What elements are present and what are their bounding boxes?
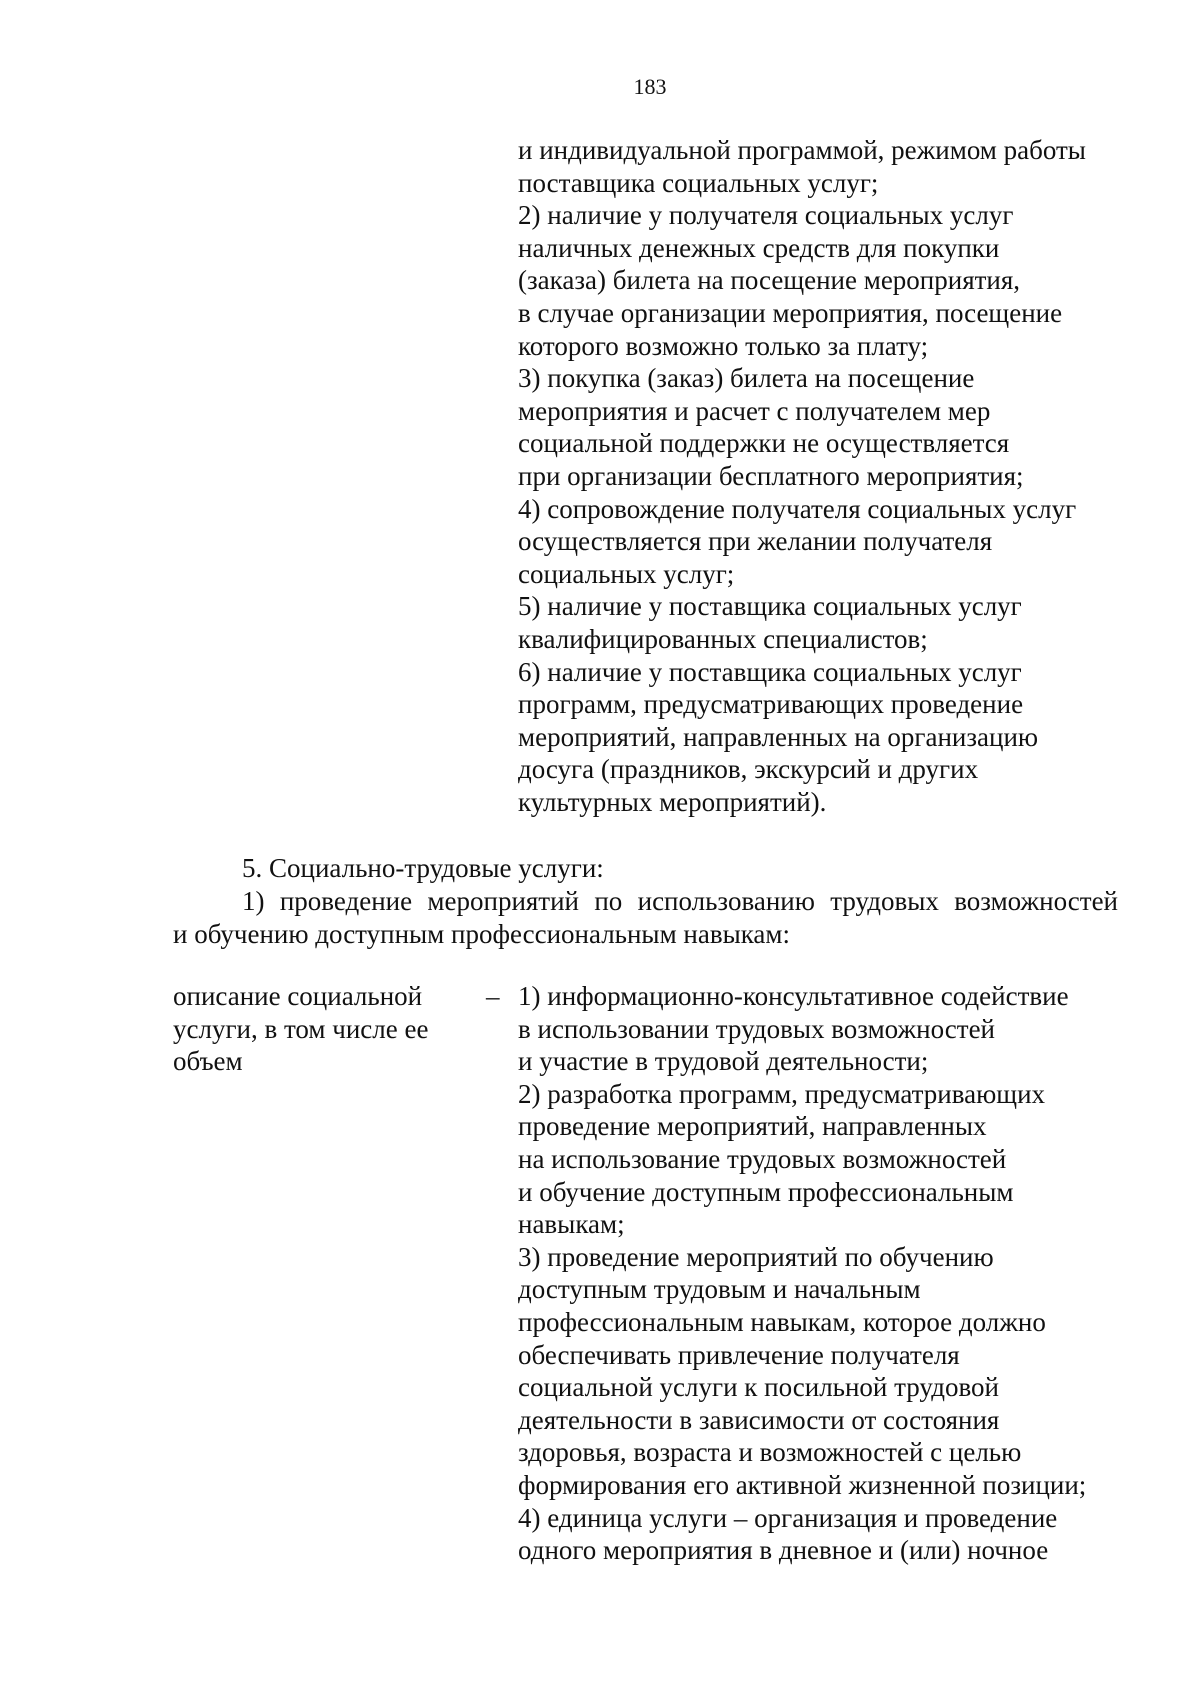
text-line: поставщика социальных услуг; — [518, 167, 879, 198]
text-line: мероприятий, направленных на организацию — [518, 721, 1039, 752]
text-line: социальной поддержки не осуществляется — [518, 428, 1010, 459]
intro-line: и обучению доступным профессиональным навыкам: — [173, 918, 791, 949]
text-line: осуществляется при желании получателя — [518, 526, 993, 557]
intro-line: 1) проведение мероприятий по использованию трудовых возможностей — [242, 886, 1118, 916]
description-label — [173, 980, 428, 1078]
text-line: досуга (праздников, экскурсий и других — [518, 754, 979, 785]
text-line: при организации бесплатного мероприятия; — [518, 460, 1024, 491]
text-line: в случае организации мероприятия, посещение — [518, 297, 1063, 328]
value-line: проведение мероприятий, направленных — [518, 1111, 987, 1142]
value-line: профессиональным навыкам, которое должно — [518, 1306, 1046, 1337]
continued-service-text — [518, 134, 1086, 818]
value-line: 4) единица услуги – организация и проведение — [518, 1502, 1058, 1533]
value-line: в использовании трудовых возможностей — [518, 1013, 995, 1044]
value-line: 2) разработка программ, предусматривающих — [518, 1078, 1046, 1109]
page-number: 183 — [633, 74, 667, 99]
text-line: и индивидуальной программой, режимом работы — [518, 135, 1086, 165]
text-line: (заказа) билета на посещение мероприятия, — [518, 265, 1021, 296]
value-line: 1) информационно-консультативное содействие — [518, 981, 1069, 1011]
value-line: формирования его активной жизненной позиции; — [518, 1469, 1087, 1500]
description-value — [518, 980, 1086, 1567]
text-line: социальных услуг; — [518, 558, 735, 589]
label-line: объем — [173, 1046, 243, 1077]
value-line: 3) проведение мероприятий по обучению — [518, 1241, 994, 1272]
text-line: 3) покупка (заказ) билета на посещение — [518, 363, 975, 394]
value-line: и обучение доступным профессиональным — [518, 1176, 1014, 1207]
label-line: описание социальной — [173, 981, 423, 1011]
value-line: одного мероприятия в дневное и (или) ночное — [518, 1535, 1049, 1566]
section-intro — [173, 885, 1118, 950]
value-line: социальной услуги к посильной трудовой — [518, 1372, 999, 1403]
text-line: программ, предусматривающих проведение — [518, 689, 1024, 720]
text-line: 5) наличие у поставщика социальных услуг — [518, 591, 1022, 622]
value-line: обеспечивать привлечение получателя — [518, 1339, 960, 1370]
value-line: деятельности в зависимости от состояния — [518, 1404, 1000, 1435]
text-line: квалифицированных специалистов; — [518, 623, 928, 654]
text-line: 2) наличие у получателя социальных услуг — [518, 200, 1014, 231]
text-line: 4) сопровождение получателя социальных услуг — [518, 493, 1077, 524]
text-line: культурных мероприятий). — [518, 786, 827, 817]
value-line: доступным трудовым и начальным — [518, 1274, 921, 1305]
text-line: наличных денежных средств для покупки — [518, 232, 1000, 263]
text-line: которого возможно только за плату; — [518, 330, 929, 361]
section-heading: 5. Социально-трудовые услуги: — [242, 853, 604, 883]
text-line: мероприятия и расчет с получателем мер — [518, 395, 991, 426]
value-line: навыкам; — [518, 1209, 625, 1240]
value-line: здоровья, возраста и возможностей с целью — [518, 1437, 1022, 1468]
text-line: 6) наличие у поставщика социальных услуг — [518, 656, 1022, 687]
label-line: услуги, в том числе ее — [173, 1013, 429, 1044]
value-line: и участие в трудовой деятельности; — [518, 1046, 929, 1077]
dash-separator: – — [486, 981, 500, 1011]
value-line: на использование трудовых возможностей — [518, 1143, 1007, 1174]
